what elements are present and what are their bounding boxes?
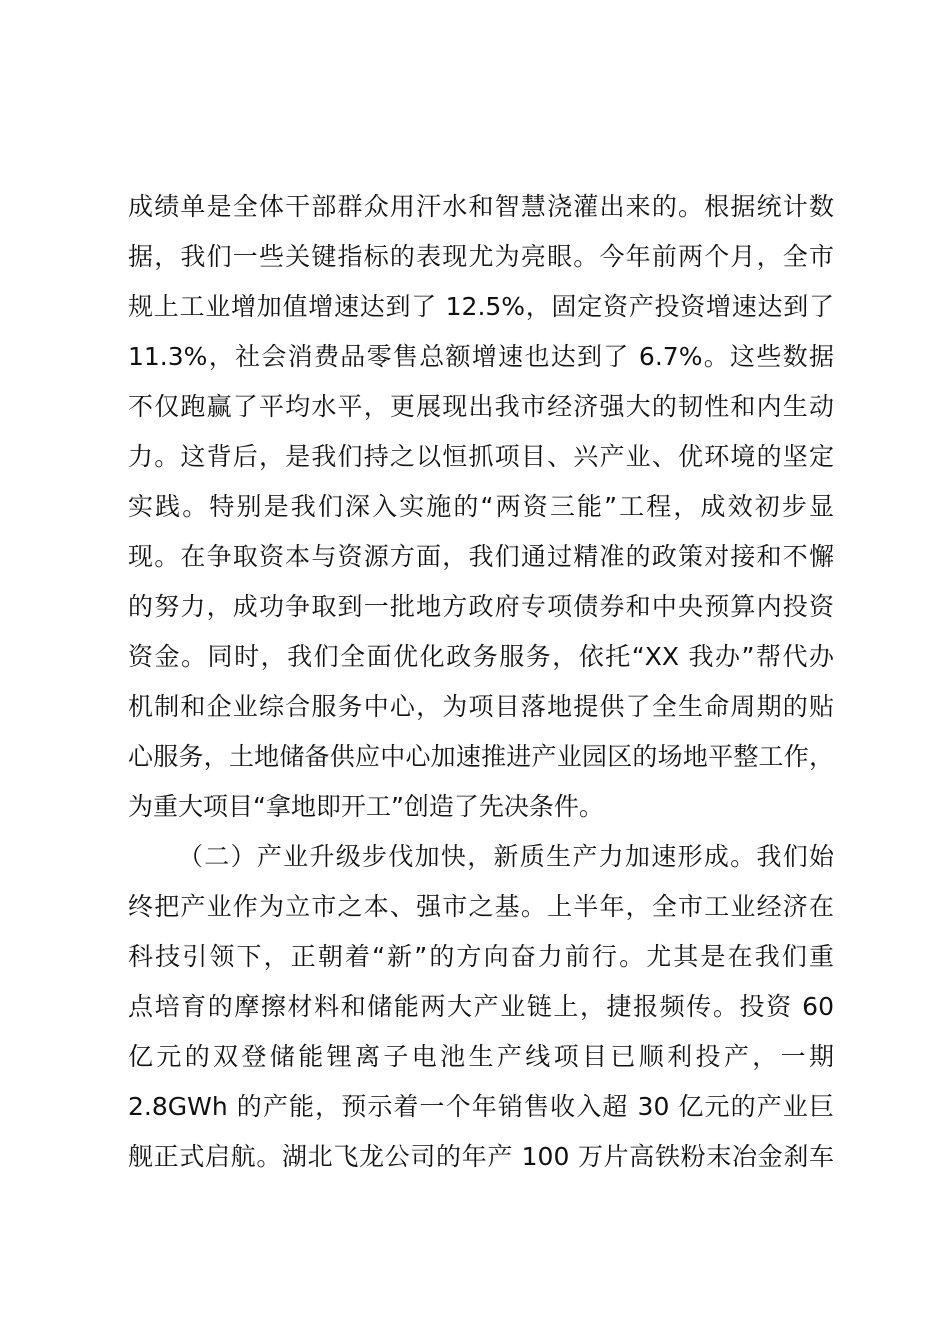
body-text: [128, 182, 834, 1182]
text-line: 据，我们一些关键指标的表现尤为亮眼。今年前两个月，全市: [128, 242, 834, 271]
text-line: 科技引领下，正朝着“新”的方向奋力前行。尤其是在我们重: [128, 942, 834, 971]
section-heading-line: （二）产业升级步伐加快，新质生产力加速形成。我们始: [178, 842, 834, 871]
text-line: 舰正式启航。湖北飞龙公司的年产 100 万片高铁粉末冶金刹车: [128, 1142, 834, 1171]
text-line: 11.3%，社会消费品零售总额增速也达到了 6.7%。这些数据: [128, 342, 834, 371]
text-line: 终把产业作为立市之本、强市之基。上半年，全市工业经济在: [128, 892, 834, 921]
text-line: 不仅跑赢了平均水平，更展现出我市经济强大的韧性和内生动: [128, 392, 834, 421]
text-line: 规上工业增加值增速达到了 12.5%，固定资产投资增速达到了: [128, 292, 834, 321]
text-line: 力。这背后，是我们持之以恒抓项目、兴产业、优环境的坚定: [128, 442, 834, 471]
text-line: 机制和企业综合服务中心，为项目落地提供了全生命周期的贴: [128, 692, 834, 721]
text-line: 2.8GWh 的产能，预示着一个年销售收入超 30 亿元的产业巨: [128, 1092, 834, 1121]
text-line: 心服务，土地储备供应中心加速推进产业园区的场地平整工作，: [128, 742, 834, 771]
text-line: 点培育的摩擦材料和储能两大产业链上，捷报频传。投资 60: [128, 992, 834, 1021]
text-line: 成绩单是全体干部群众用汗水和智慧浇灌出来的。根据统计数: [128, 192, 834, 221]
text-line: 资金。同时，我们全面优化政务服务，依托“XX 我办”帮代办: [128, 642, 834, 671]
text-line: 的努力，成功争取到一批地方政府专项债券和中央预算内投资: [128, 592, 834, 621]
paragraph-end-line: 为重大项目“拿地即开工”创造了先决条件。: [128, 792, 604, 821]
text-line: 实践。特别是我们深入实施的“两资三能”工程，成效初步显: [128, 492, 834, 521]
text-line: 现。在争取资本与资源方面，我们通过精准的政策对接和不懈: [128, 542, 834, 571]
text-line: 亿元的双登储能锂离子电池生产线项目已顺利投产，一期: [128, 1042, 834, 1071]
